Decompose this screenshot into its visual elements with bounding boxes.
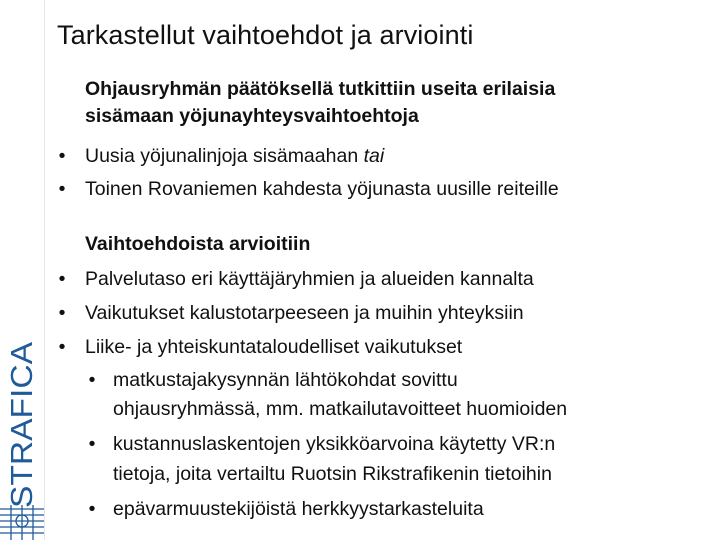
slide-title: Tarkastellut vaihtoehdot ja arviointi bbox=[57, 20, 474, 50]
bullet-text: Uusia yöjunalinjoja sisämaahan bbox=[85, 145, 364, 167]
bullet-icon: • bbox=[88, 498, 96, 520]
section1-heading-line1: Ohjausryhmän päätöksellä tutkittiin useita erilaisia bbox=[85, 78, 556, 100]
bullet-icon: • bbox=[58, 302, 66, 324]
strafica-logo bbox=[4, 340, 40, 510]
bullet-text: Liike- ja yhteiskuntataloudelliset vaikutukset bbox=[85, 336, 463, 358]
bullet-text: Vaikutukset kalustotarpeeseen ja muihin yhteyksiin bbox=[85, 302, 524, 324]
section1-heading-line2: sisämaan yöjunayhteysvaihtoehtoja bbox=[85, 105, 419, 127]
brand-sidebar bbox=[0, 0, 45, 540]
sub-bullet-continuation: tietoja, joita vertailtu Ruotsin Rikstrafikenin tietoihin bbox=[113, 463, 552, 485]
bullet-icon: • bbox=[58, 336, 66, 358]
bullet-text: Palvelutaso eri käyttäjäryhmien ja alueiden kannalta bbox=[85, 268, 534, 290]
sub-bullet-text: kustannuslaskentojen yksikköarvoina käytetty VR:n bbox=[113, 433, 556, 455]
bullet-icon: • bbox=[58, 145, 66, 167]
bullet-icon: • bbox=[88, 433, 96, 455]
bullet-icon: • bbox=[58, 178, 66, 200]
sub-bullet-text: matkustajakysynnän lähtökohdat sovittu bbox=[113, 369, 458, 391]
bullet-italic-text: tai bbox=[363, 145, 385, 167]
brand-name: STRAFICA bbox=[4, 354, 39, 508]
bullet-text: Toinen Rovaniemen kahdesta yöjunasta uusille reiteille bbox=[85, 178, 559, 200]
bullet-icon: • bbox=[88, 369, 96, 391]
bullet-icon: • bbox=[58, 268, 66, 290]
sub-bullet-text: epävarmuustekijöistä herkkyystarkasteluita bbox=[113, 498, 484, 520]
strafica-emblem-icon bbox=[0, 505, 44, 540]
sub-bullet-continuation: ohjausryhmässä, mm. matkailutavoitteet huomioiden bbox=[113, 398, 568, 420]
section2-heading: Vaihtoehdoista arvioitiin bbox=[85, 233, 311, 255]
